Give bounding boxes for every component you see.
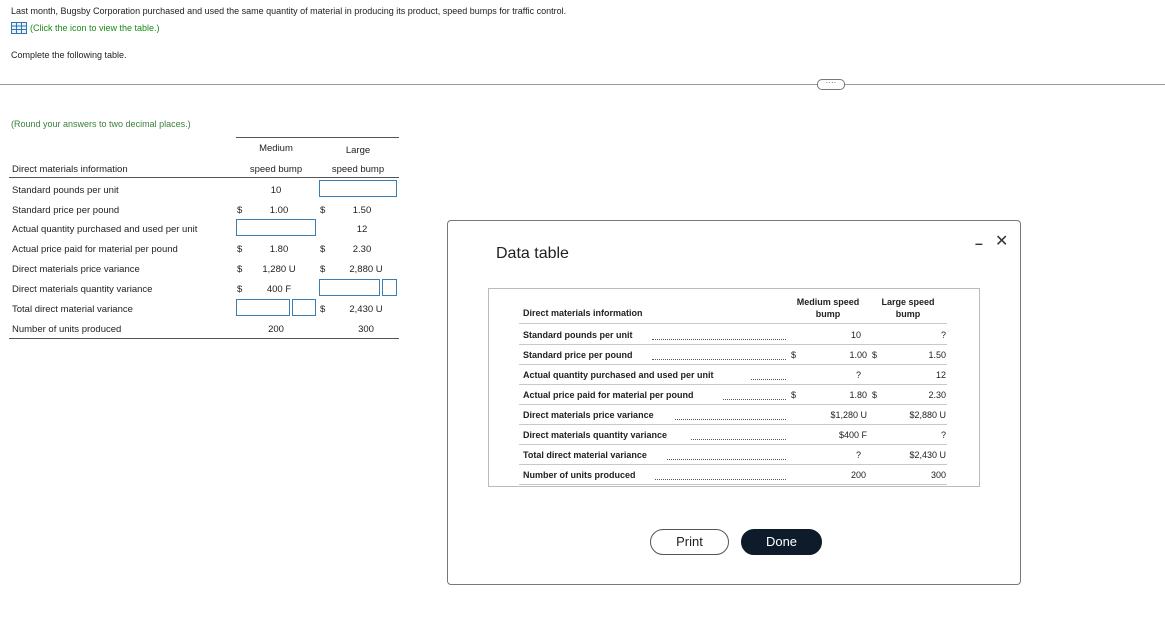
header-bottom-rule [9,177,399,178]
leader-dots [655,479,786,480]
leader-dots [751,379,786,380]
currency-sign: $ [237,284,243,295]
row-label: Direct materials quantity variance [523,430,668,440]
rounding-note: (Round your answers to two decimal places.) [11,119,191,129]
answer-select-medium-total-variance-type[interactable] [292,299,316,316]
table-bottom-rule [9,338,399,339]
currency-sign: $ [791,350,797,360]
header-top-rule [236,137,399,138]
done-button[interactable]: Done [741,529,822,555]
medium-value: 10 [270,185,282,196]
currency-sign: $ [872,390,878,400]
medium-value: 200 [268,324,284,335]
row-label: Direct materials price variance [12,264,140,275]
answer-input-medium-actual-qty[interactable] [236,219,316,236]
col-medium-head-line1: Medium speed [796,297,860,307]
currency-sign: $ [320,244,326,255]
medium-value: ? [855,370,861,380]
large-value: $2,430 U [909,450,946,460]
leader-dots [667,459,786,460]
row-rule [519,404,947,405]
answer-select-large-qty-variance-type[interactable] [382,279,397,296]
view-table-link[interactable] [11,22,160,34]
col-large-line1: Large [345,145,371,156]
row-label: Total direct material variance [12,304,133,315]
currency-sign: $ [320,205,326,216]
medium-value: 1,280 U [262,264,296,275]
medium-value: $400 F [838,430,867,440]
header-label: Direct materials information [523,308,643,318]
row-label: Number of units produced [12,324,122,335]
col-medium-head-line2: bump [815,309,841,319]
leader-dots [652,359,786,360]
row-label: Standard pounds per unit [523,330,633,340]
medium-value: 10 [850,330,861,340]
large-value: $2,880 U [909,410,946,420]
col-medium-line2: speed bump [249,164,303,175]
row-label: Standard price per pound [523,350,633,360]
leader-dots [691,439,786,440]
header-rule [519,323,947,324]
row-label: Actual price paid for material per pound [523,390,694,400]
view-table-link-text[interactable]: (Click the icon to view the table.) [30,23,160,33]
row-label: Actual price paid for material per pound [12,244,178,255]
row-label: Total direct material variance [523,450,647,460]
table-icon[interactable] [11,22,27,34]
leader-dots [675,419,786,420]
large-value: 2,430 U [349,304,383,315]
section-divider [0,84,1165,85]
row-label: Direct materials quantity variance [12,284,153,295]
expand-handle[interactable]: ···· [817,79,845,90]
close-icon[interactable]: ✕ [995,233,1009,250]
answer-input-medium-total-variance[interactable] [236,299,290,316]
print-button[interactable]: Print [650,529,729,555]
medium-value: 200 [850,470,866,480]
medium-value: ? [855,450,861,460]
problem-prompt: Last month, Bugsby Corporation purchased and used the same quantity of material in producing its product, speed bumps for traffic control. [11,6,567,16]
col-medium-line1: Medium [259,143,293,154]
large-value: 2,880 U [349,264,383,275]
medium-value: 400 F [266,284,292,295]
answer-input-large-qty-variance[interactable] [319,279,380,296]
medium-value: 1.80 [269,244,289,255]
row-rule [519,424,947,425]
col-large-line2: speed bump [331,164,385,175]
col-large-head-line2: bump [895,309,921,319]
row-label: Direct materials price variance [523,410,654,420]
medium-value: $1,280 U [830,410,867,420]
currency-sign: $ [872,350,878,360]
row-rule [519,464,947,465]
currency-sign: $ [237,205,243,216]
large-value: 300 [358,324,374,335]
leader-dots [723,399,786,400]
data-table-dialog [447,220,1021,585]
col-large-head-line1: Large speed [881,297,935,307]
currency-sign: $ [320,264,326,275]
large-value: 1.50 [928,350,946,360]
large-value: 12 [356,224,368,235]
large-value: 2.30 [352,244,372,255]
large-value: 2.30 [928,390,946,400]
currency-sign: $ [791,390,797,400]
row-rule [519,344,947,345]
large-value: 1.50 [352,205,372,216]
large-value: 300 [930,470,946,480]
row-label: Standard price per pound [12,205,120,216]
medium-value: 1.80 [849,390,867,400]
data-table [488,288,980,487]
dialog-title: Data table [496,245,569,262]
currency-sign: $ [237,264,243,275]
row-label: Actual quantity purchased and used per unit [523,370,714,380]
medium-value: 1.00 [849,350,867,360]
row-rule [519,444,947,445]
currency-sign: $ [237,244,243,255]
row-label: Actual quantity purchased and used per unit [12,224,198,235]
large-value: ? [940,330,946,340]
medium-value: 1.00 [269,205,289,216]
large-value: ? [940,430,946,440]
header-label: Direct materials information [12,164,128,175]
row-label: Number of units produced [523,470,636,480]
row-rule [519,384,947,385]
currency-sign: $ [320,304,326,315]
row-label: Standard pounds per unit [12,185,119,196]
row-rule [519,364,947,365]
large-value: 12 [935,370,946,380]
minimize-icon[interactable]: – [975,235,983,251]
instruction-text: Complete the following table. [11,50,127,60]
answer-input-large-std-pounds[interactable] [319,180,397,197]
row-rule [519,484,947,485]
leader-dots [652,339,786,340]
